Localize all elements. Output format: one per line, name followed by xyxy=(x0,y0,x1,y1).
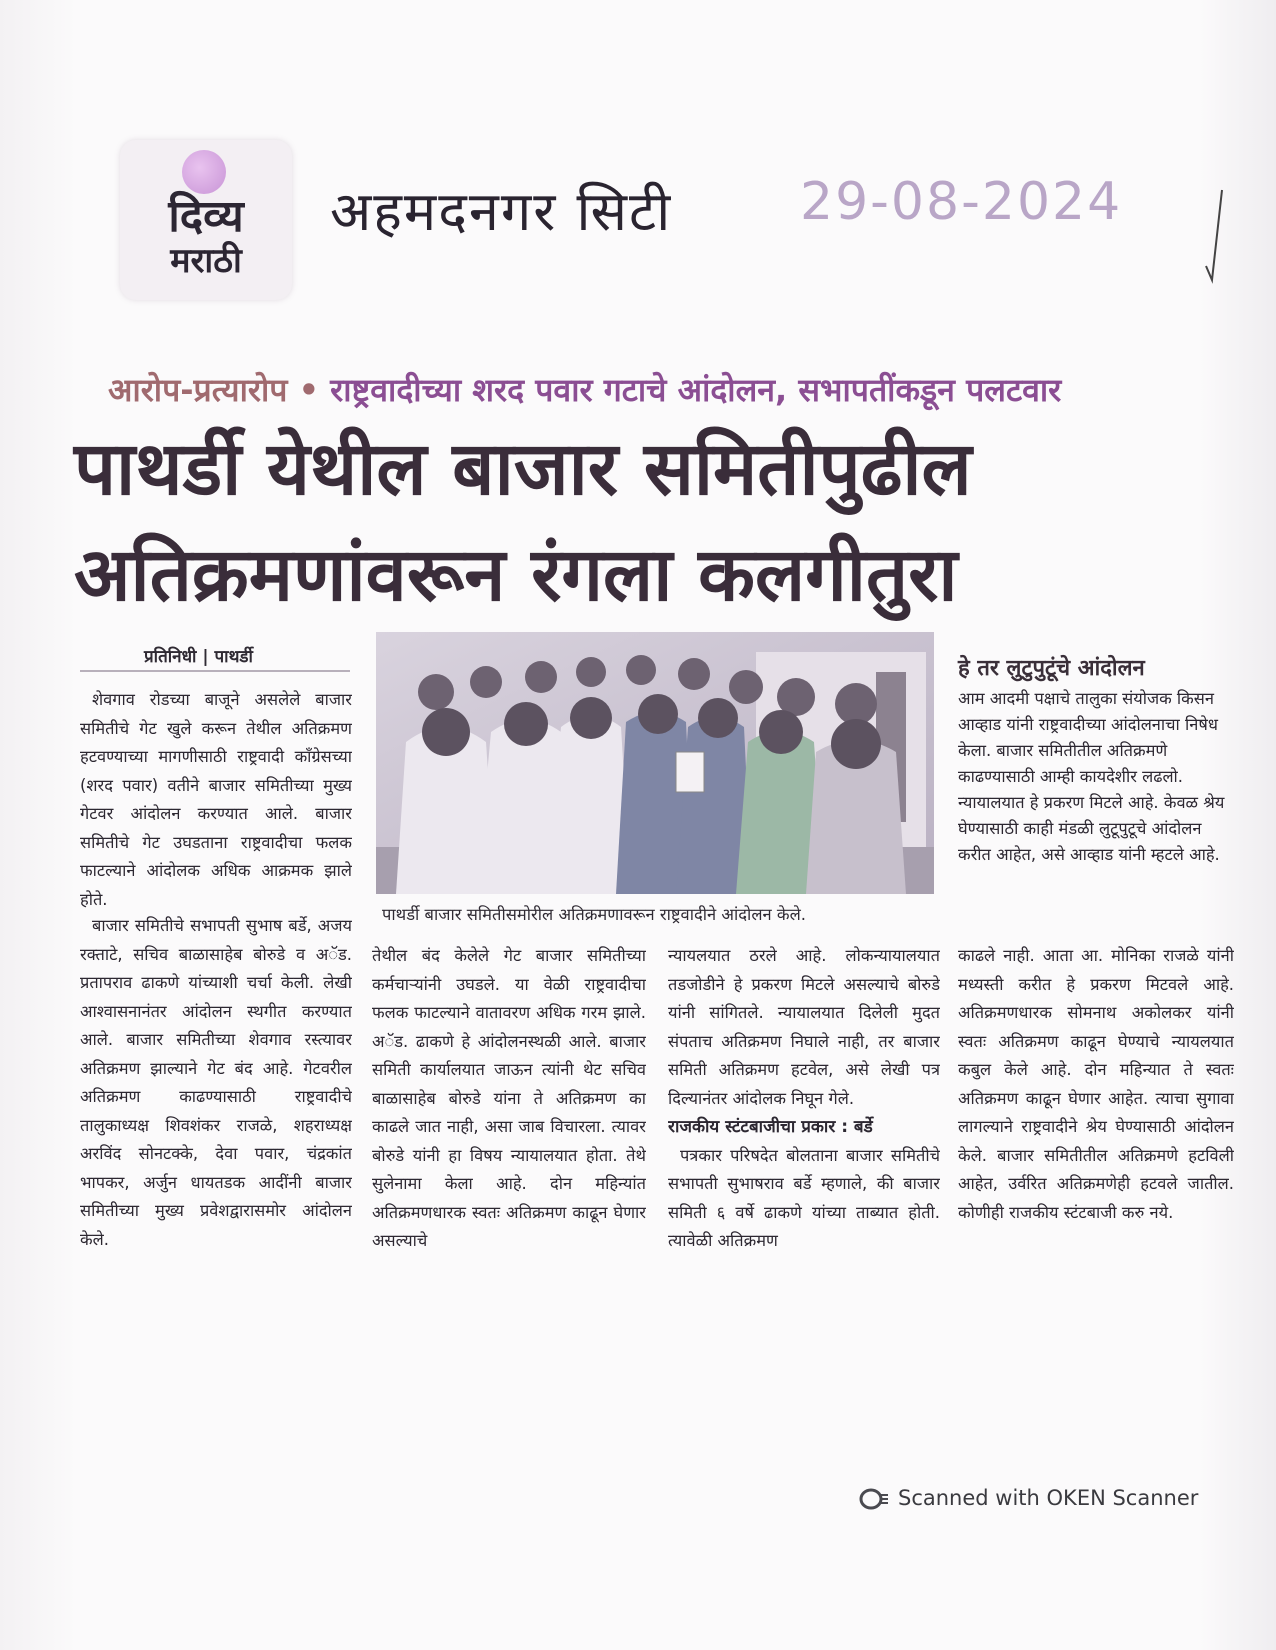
logo-line1: दिव्य xyxy=(168,191,244,242)
scanner-text: Scanned with OKEN Scanner xyxy=(898,1486,1199,1510)
paragraph: बाजार समितीचे सभापती सुभाष बर्डे, अजय रक्ताटे, सचिव बाळासाहेब बोरुडे व अॅड. प्रतापराव ढाकणे यांच्याशी चर्चा केली. लेखी आश्वासनानंतर आंदोलन स्थगीत करण्यात आले. बाजार समितीच्या शेवगाव रस्त्यावर अतिक्रमण झाल्याने गेट बंद आहे. गेटवरील अतिक्रमण काढण्यासाठी राष्ट्रवादीचे तालुकाध्यक्ष शिवशंकर राजळे, शहराध्यक्ष अरविंद सोनटक्के, देवा पवार, चंद्रकांत भापकर, अर्जुन धायतडक आदींनी बाजार समितीच्या मुख्य प्रवेशद्वारासमोर आंदोलन केले. xyxy=(80,916,352,1249)
article-kicker xyxy=(108,368,1061,411)
paragraph: पत्रकार परिषदेत बोलताना बाजार समितीचे सभापती सुभाषराव बर्डे म्हणाले, की बाजार समिती ६ वर्षे ढाकणे यांच्या ताब्यात होती. त्यावेळी अतिक्रमण xyxy=(668,1145,940,1250)
byline: प्रतिनिधी | पाथर्डी xyxy=(144,647,253,667)
column-1-top xyxy=(80,686,352,912)
kicker-text: राष्ट्रवादीच्या शरद पवार गटाचे आंदोलन, सभापतींकडून पलटवार xyxy=(330,371,1062,409)
paragraph: शेवगाव रोडच्या बाजूने असलेले बाजार समितीचे गेट खुले करून तेथील अतिक्रमण हटवण्याच्या मागणीसाठी राष्ट्रवादी काँग्रेसच्या (शरद पवार) वतीने बाजार समितीच्या मुख्य गेटवर आंदोलन करण्यात आले. बाजार समितीचे गेट उघडताना राष्ट्रवादीचा फलक फाटल्याने आंदोलक अधिक आक्रमक झाले होते. xyxy=(80,690,352,909)
paragraph: न्यायलयात ठरले आहे. लोकन्यायालयात तडजोडीने हे प्रकरण मिटले असल्याचे बोरुडे यांनी सांगितले. न्यायालयात दिलेली मुदत संपताच अतिक्रमण निघाले नाही, तर बाजार समिती अतिक्रमण हटवेल, असे लेखी पत्र दिल्यानंतर आंदोलक निघून गेले. xyxy=(668,946,940,1108)
sidebar-body: आम आदमी पक्षाचे तालुका संयोजक किसन आव्हाड यांनी राष्ट्रवादीच्या आंदोलनाचा निषेध केला. बाजार समितीतील अतिक्रमणे काढण्यासाठी आम्ही कायदेशीर लढलो. न्यायालयात हे प्रकरण मिटले आहे. केवळ श्रेय घेण्यासाठी काही मंडळी लुटूपुटूचे आंदोलन करीत आहेत, असे आव्हाड यांनी म्हटले आहे. xyxy=(958,689,1225,864)
column-1-bottom xyxy=(80,912,352,1282)
byline-divider xyxy=(80,670,350,672)
edition-date: 29-08-2024 xyxy=(800,172,1123,232)
paragraph: तेथील बंद केलेले गेट बाजार समितीच्या कर्मचाऱ्यांनी उघडले. या वेळी राष्ट्रवादीचा फलक फाटल्याने वातावरण अधिक गरम झाले. अॅड. ढाकणे हे आंदोलनस्थळी आले. बाजार समिती कार्यालयात जाऊन त्यांनी थेट सचिव बाळासाहेब बोरुडे यांना ते अतिक्रमण का काढले जात नाही, असा जाब विचारला. त्यावर बोरुडे यांनी हा विषय न्यायालयात होता. तेथे सुलेनामा केला आहे. दोन महिन्यांत अतिक्रमणधारक स्वतः अतिक्रमण काढून घेणार असल्याचे xyxy=(372,946,646,1250)
scanner-watermark xyxy=(858,1484,1218,1514)
headline-line2: अतिक्रमणांवरून रंगला कलगीतुरा xyxy=(74,532,958,618)
paragraph: काढले नाही. आता आ. मोनिका राजळे यांनी मध्यस्ती करीत हे प्रकरण मिटवले आहे. अतिक्रमणधारक सोमनाथ अकोलकर यांनी स्वतः अतिक्रमण काढून घेण्याचे न्यायलयात कबुल केले आहे. दोन महिन्यात ते स्वतः अतिक्रमण काढून घेणार आहेत. त्याचा सुगावा लागल्याने राष्ट्रवादीने श्रेय घेण्यासाठी आंदोलन केले. बाजार समितीतील अतिक्रमणे हटविली आहेत, उर्वरित अतिक्रमणेही हटवले जातील. कोणीही राजकीय स्टंटबाजी करु नये. xyxy=(958,946,1234,1222)
headline-line1: पाथर्डी येथील बाजार समितीपुढील xyxy=(74,426,972,512)
photo-caption: पाथर्डी बाजार समितीसमोरील अतिक्रमणावरून राष्ट्रवादीने आंदोलन केले. xyxy=(382,905,807,924)
logo-line2: मराठी xyxy=(170,241,242,281)
kicker-label: आरोप-प्रत्यारोप • xyxy=(108,371,320,409)
news-photo xyxy=(376,632,934,894)
sidebar-title: हे तर लुटुपुटूंचे आंदोलन xyxy=(958,656,1145,681)
newspaper-logo xyxy=(120,140,292,300)
crowd-photo-illustration xyxy=(376,632,934,894)
edition-title: अहमदनगर सिटी xyxy=(330,180,673,243)
check-mark-icon xyxy=(1204,188,1224,288)
oken-scanner-icon xyxy=(858,1488,890,1510)
column-4 xyxy=(958,942,1234,1287)
column-3-subheading: राजकीय स्टंटबाजीचा प्रकार : बर्डे xyxy=(668,1117,873,1137)
column-3 xyxy=(668,942,940,1287)
column-2 xyxy=(372,942,646,1287)
